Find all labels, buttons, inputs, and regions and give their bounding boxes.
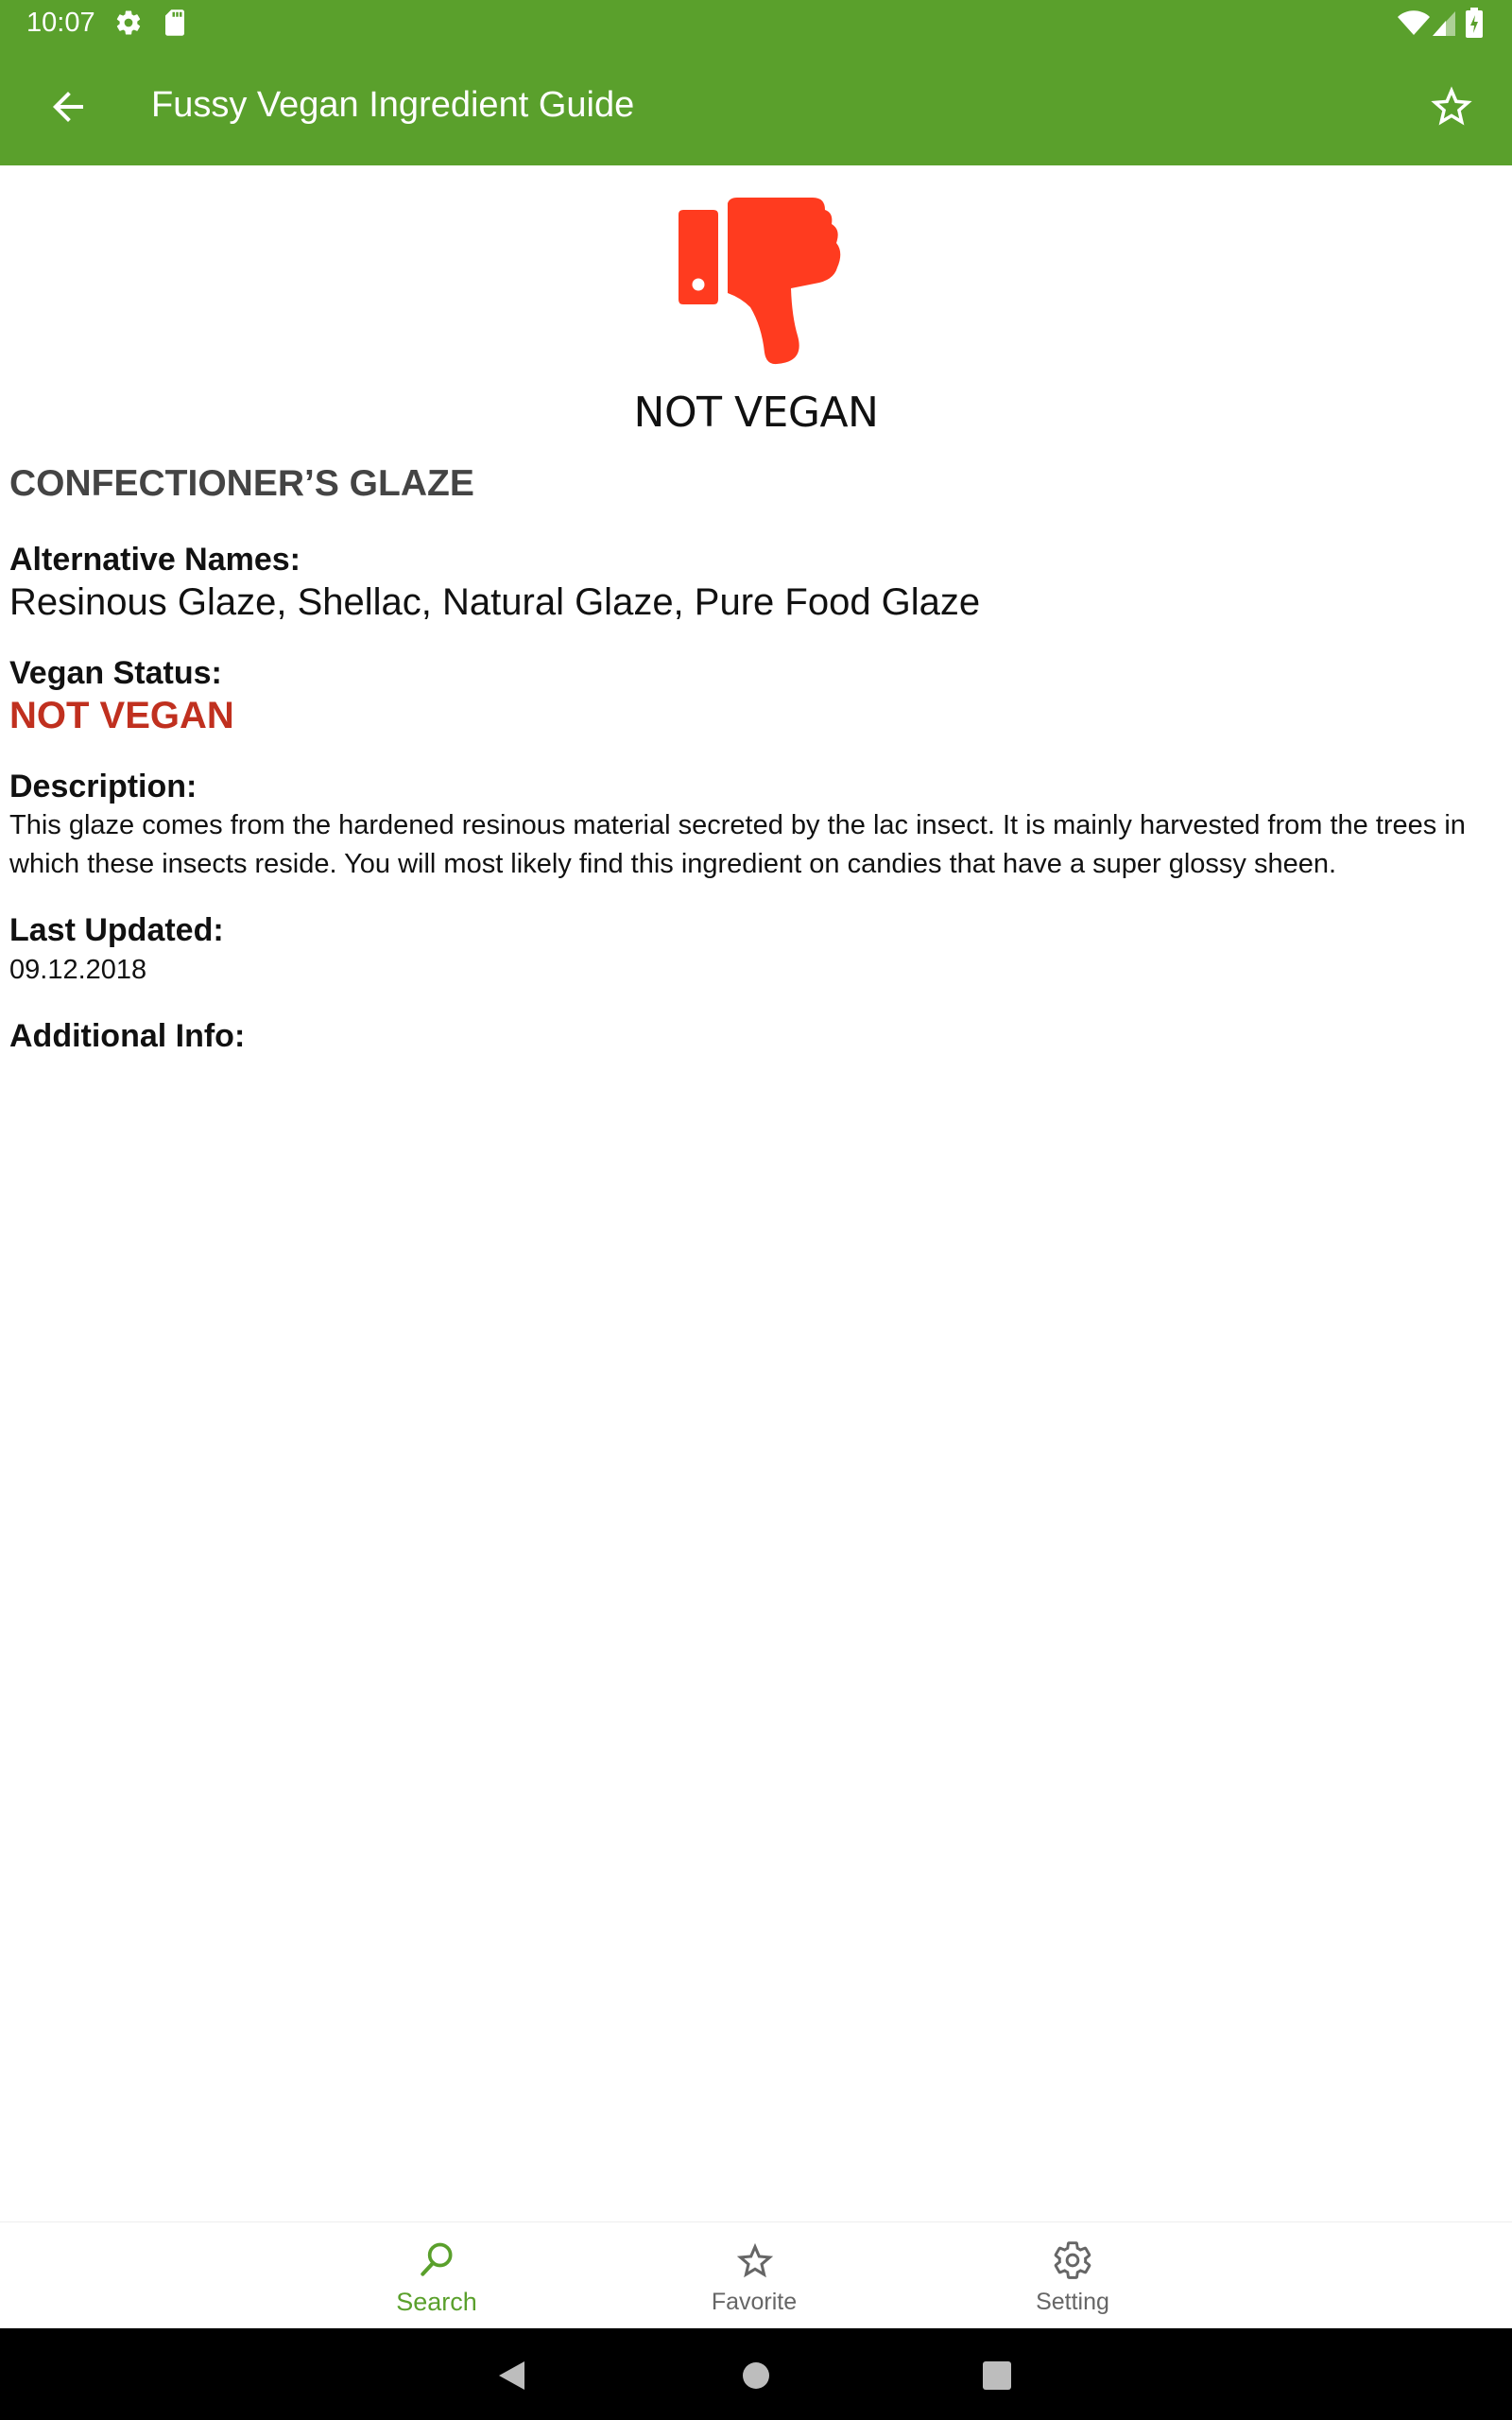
last-updated-value: 09.12.2018 — [9, 955, 147, 985]
verdict-label: NOT VEGAN — [633, 389, 879, 437]
last-updated-label: Last Updated: — [9, 912, 224, 948]
status-bar — [0, 0, 1512, 47]
vegan-status-label: Vegan Status: — [9, 655, 222, 691]
tab-setting[interactable] — [969, 2222, 1177, 2329]
vegan-status-value: NOT VEGAN — [9, 695, 234, 736]
search-icon — [416, 2239, 457, 2281]
wifi-icon — [1397, 9, 1431, 36]
tab-favorite-label: Favorite — [711, 2289, 798, 2315]
tab-search[interactable] — [333, 2222, 541, 2329]
ingredient-details — [9, 463, 1503, 1056]
thumbs-down-icon — [671, 194, 841, 369]
app-bar — [0, 47, 1512, 165]
tab-favorite[interactable] — [650, 2222, 858, 2329]
signal-icon — [1433, 11, 1455, 36]
recents-square-icon[interactable] — [983, 2361, 1011, 2390]
bottom-navigation — [0, 2221, 1512, 2329]
settings-icon — [114, 9, 143, 37]
ingredient-name: CONFECTIONER’S GLAZE — [9, 463, 474, 504]
back-triangle-icon[interactable] — [496, 2360, 526, 2392]
description-text: This glaze comes from the hardened resinous material secreted by the lac insect. It is mainly harvested from the trees in which these insects reside. You will most likely find this ingredient on candies that have a super glossy sheen. — [9, 810, 1466, 879]
gear-icon — [1052, 2239, 1093, 2281]
status-time: 10:07 — [26, 8, 95, 38]
sd-card-icon — [163, 9, 187, 37]
tab-setting-label: Setting — [1036, 2289, 1109, 2315]
alt-names-label: Alternative Names: — [9, 542, 301, 578]
alt-names-value: Resinous Glaze, Shellac, Natural Glaze, Pure Food Glaze — [9, 581, 981, 623]
verdict-graphic — [0, 194, 1512, 449]
tab-search-label: Search — [396, 2288, 477, 2316]
app-title: Fussy Vegan Ingredient Guide — [151, 85, 635, 125]
home-circle-icon[interactable] — [742, 2361, 770, 2390]
star-outline-icon — [733, 2239, 777, 2283]
description-label: Description: — [9, 769, 198, 804]
battery-icon — [1466, 8, 1483, 38]
additional-info-label: Additional Info: — [9, 1018, 246, 1054]
favorite-star-icon[interactable] — [1427, 82, 1476, 131]
arrow-back-icon[interactable] — [45, 84, 91, 130]
system-nav-bar — [0, 2328, 1512, 2420]
